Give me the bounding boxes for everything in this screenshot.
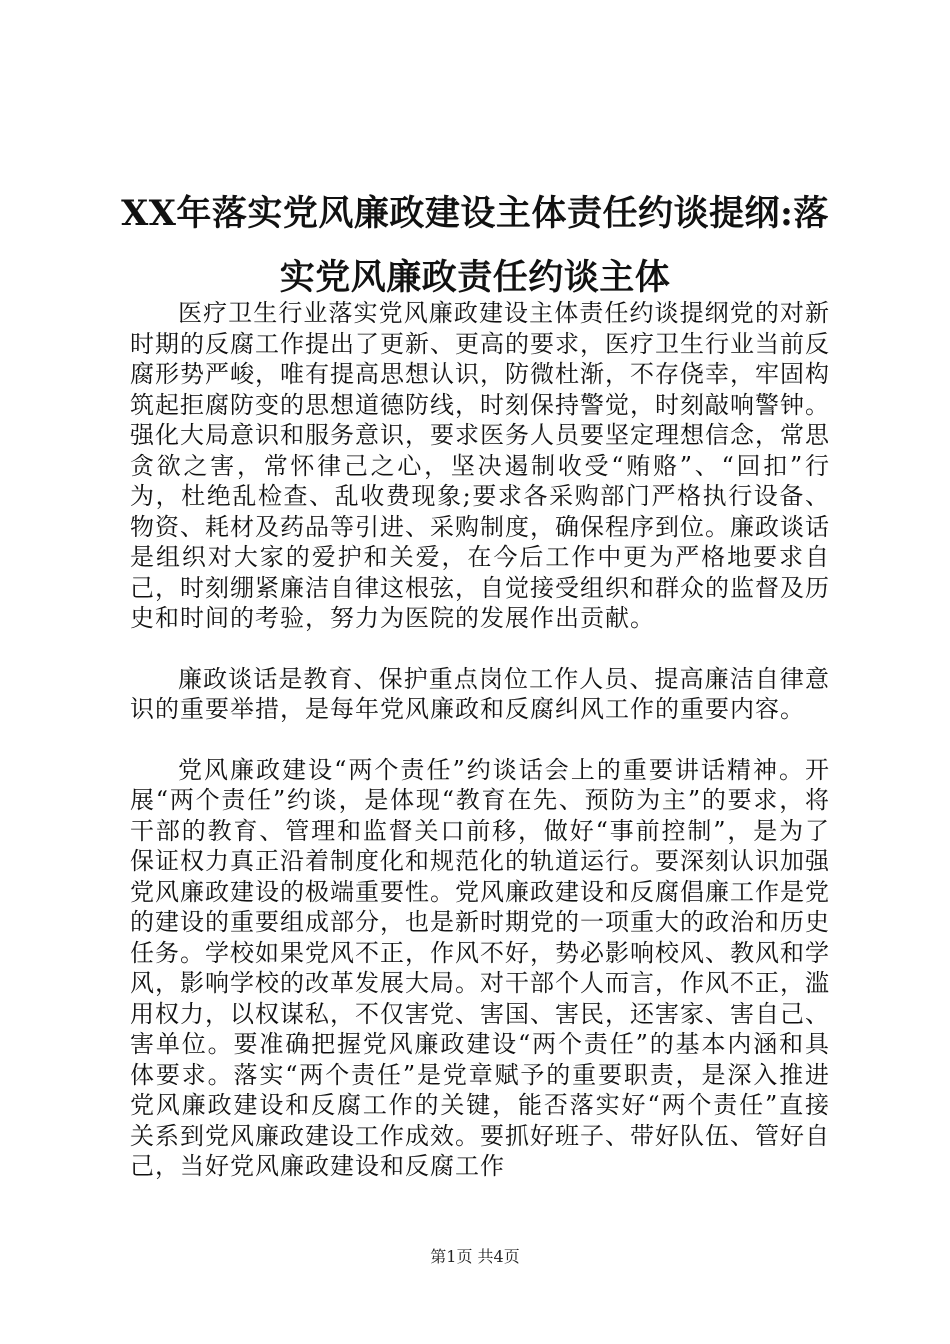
document-title: XX年落实党风廉政建设主体责任约谈提纲:落实党风廉政责任约谈主体: [121, 193, 829, 298]
document-body: [130, 298, 830, 1212]
paragraph-3: 党风廉政建设“两个责任”约谈话会上的重要讲话精神。开展“两个责任”约谈，是体现“教育在先、预防为主”的要求，将干部的教育、管理和监督关口前移，做好“事前控制”，是为了保证权力真正沿着制度化和规范化的轨道运行。要深刻认识加强党风廉政建设的极端重要性。党风廉政建设和反腐倡廉工作是党的建设的重要组成部分，也是新时期党的一项重大的政治和历史任务。学校如果党风不正，作风不好，势必影响校风、教风和学风，影响学校的改革发展大局。对干部个人而言，作风不正，滥用权力，以权谋私，不仅害党、害国、害民，还害家、害自己、害单位。要准确把握党风廉政建设“两个责任”的基本内涵和具体要求。落实“两个责任”是党章赋予的重要职责，是深入推进党风廉政建设和反腐工作的关键，能否落实好“两个责任”直接关系到党风廉政建设工作成效。要抓好班子、带好队伍、管好自己，当好党风廉政建设和反腐工作: [130, 755, 830, 1180]
paragraph-1: 医疗卫生行业落实党风廉政建设主体责任约谈提纲党的对新时期的反腐工作提出了更新、更高的要求，医疗卫生行业当前反腐形势严峻，唯有提高思想认识，防微杜渐，不存侥幸，牢固构筑起拒腐防变的思想道德防线，时刻保持警觉，时刻敲响警钟。强化大局意识和服务意识，要求医务人员要坚定理想信念，常思贪欲之害，常怀律己之心，坚决遏制收受“贿赂”、“回扣”行为，杜绝乱检查、乱收费现象;要求各采购部门严格执行设备、物资、耗材及药品等引进、采购制度，确保程序到位。廉政谈话是组织对大家的爱护和关爱，在今后工作中更为严格地要求自己，时刻绷紧廉洁自律这根弦，自觉接受组织和群众的监督及历史和时间的考验，努力为医院的发展作出贡献。: [130, 299, 830, 632]
paragraph-2: 廉政谈话是教育、保护重点岗位工作人员、提高廉洁自律意识的重要举措，是每年党风廉政和反腐纠风工作的重要内容。: [130, 664, 830, 723]
page-footer: 第1页 共4页: [430, 1247, 520, 1266]
